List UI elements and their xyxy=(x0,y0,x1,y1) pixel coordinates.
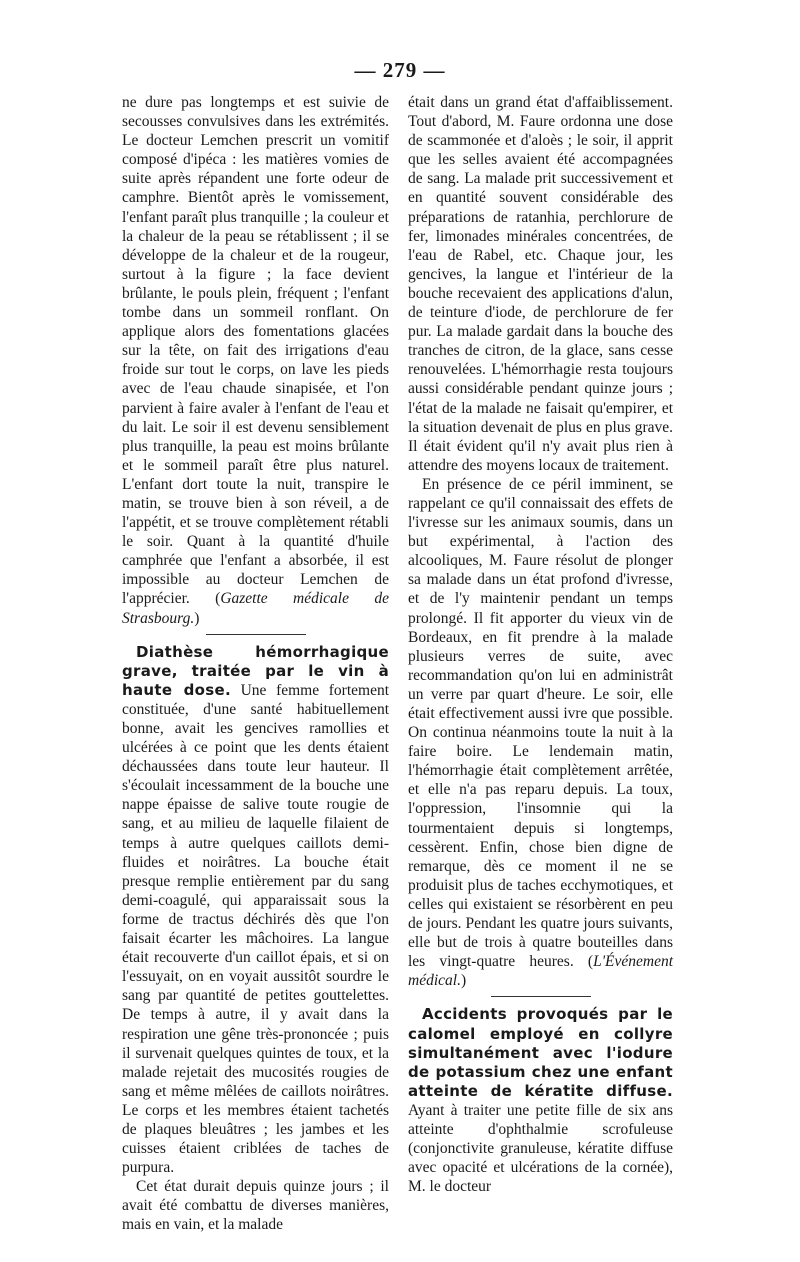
article-calomel-p1: Ayant à traiter une petite fille de six ans atteinte d'ophthalmie scrofuleuse (conjonctivite granuleuse, kératite diffuse avec opacité et ulcérations de la cornée), M. le docteur xyxy=(408,1101,673,1196)
article-title-hemorrhagic: Diathèse hémorrhagique grave, traitée par le vin à haute dose. xyxy=(122,642,389,699)
continuation-text: ne dure pas longtemps et est suivie de secousses convulsives dans les extrémités. Le docteur Lemchen prescrit un vomitif composé d'ipéca : les matières vomies de suite après répandent une forte odeur de camphre. Bientôt après le vomissement, l'enfant paraît plus tranquille ; la couleur et la chaleur de la peau se rétablissent ; il se développe de la chaleur et de la rougeur, surtout à la figure ; la face devient brûlante, le pouls plein, fréquent ; l'enfant tombe dans un sommeil ronflant. On applique alors des fomentations glacées sur la tête, on fait des irrigations d'eau froide sur tout le corps, on lave les pieds avec de l'eau chaude sinapisée, et l'on parvient à faire avaler à l'enfant de l'eau et du lait. Le soir il est devenu sensiblement plus tranquille, la peau est moins brûlante et le sommeil paraît être plus naturel. L'enfant dort toute la nuit, transpire le matin, se trouve bien à son réveil, a de l'appétit, et se trouve complètement rétabli le soir. Quant à la quantité d'huile camphrée que l'enfant a absorbée, il est impossible au docteur Lemchen de l'apprécier. ( xyxy=(122,94,389,608)
article-hemorrhagic-p2: Cet état durait depuis quinze jours ; il avait été combattu de diverses manières, mais en vain, et la malade xyxy=(122,1178,389,1234)
article-hemorrhagic-p1: Une femme fortement constituée, d'une santé habituellement bonne, avait les gencives ramollies et ulcérées à ce point que les dents étaient déchaussées dans toute leur hauteur. Il s'écoulait incessamment de la bouche une nappe épaisse de salive toute rougie de sang, et au milieu de laquelle filaient de temps à autre quelques caillots demi-fluides et noirâtres. La bouche était presque remplie entièrement par du sang demi-coagulé, qui apparaissait sous la forme de tractus déchirés dès que l'on faisait écarter les mâchoires. La langue était recouverte d'un caillot épais, et si on l'essuyait, on en voyait aussitôt sourdre le sang par quantité de petites gouttelettes. De temps à autre, il y avait dans la respiration une gêne très-prononcée ; puis il survenait quelques quintes de toux, et la malade rejetait des mucosités rougies de sang et même mêlées de caillots noirâtres. Le corps et les membres étaient tachetés de plaques bleuâtres ; les jambes et les cuisses étaient criblées de taches de purpura. xyxy=(122,681,389,1177)
right-paragraph-2 xyxy=(408,475,673,991)
citation-evenement: L'Événement médical. xyxy=(408,953,673,990)
article-title-calomel: Accidents provoqués par le calomel employé en collyre simultanément avec l'iodure de potassium chez une enfant atteinte de kératite diffuse. xyxy=(408,1005,673,1100)
continuation-paragraph xyxy=(122,93,389,628)
right-paragraph-2-end: ) xyxy=(460,972,467,990)
article-hemorrhagic xyxy=(122,643,389,1178)
citation-gazette: Gazette médicale de Strasbourg. xyxy=(122,590,389,627)
right-paragraph-2-text: En présence de ce péril imminent, se rappelant ce qu'il connaissait des effets de l'ivresse sur les animaux soumis, dans un but expérimental, à l'action des alcooliques, M. Faure résolut de plonger sa malade dans un état profond d'ivresse, et de l'y maintenir pendant un temps prolongé. Il fit apporter du vieux vin de Bordeaux, en fit prendre à la malade plusieurs verres de suite, avec recommandation qu'on lui en administrât un verre par quart d'heure. Le soir, elle était effectivement aussi ivre que possible. On continua néanmoins toute la nuit à la faire boire. Le lendemain matin, l'hémorrhagie était complètement arrêtée, et elle n'a pas reparu depuis. La toux, l'oppression, l'insomnie qui la tourmentaient depuis si longtemps, cessèrent. Enfin, chose bien digne de remarque, dès ce moment il ne se produisit plus de taches ecchymotiques, et celles qui existaient se résorbèrent en peu de jours. Pendant les quatre jours suivants, elle but de trois à quatre bouteilles dans les vingt-quatre heures. ( xyxy=(408,475,673,971)
left-column xyxy=(122,93,389,1235)
continuation-end: ) xyxy=(194,609,200,627)
right-paragraph-1: était dans un grand état d'affaiblissement. Tout d'abord, M. Faure ordonna une dose de scammonée et d'aloès ; le soir, il apprit que les selles avaient été accompagnées de sang. La malade prit successivement et en quantité souvent considérable des préparations de ratanhia, perchlorure de fer, limonades minérales concentrées, de l'eau de Rabel, etc. Chaque jour, les gencives, la langue et l'intérieur de la bouche recevaient des applications d'alun, de teinture d'iode, de perchlorure de fer pur. La malade gardait dans la bouche des tranches de citron, de la glace, sans cesse renouvelées. L'hémorrhagie resta toujours aussi considérable pendant quinze jours ; l'état de la malade ne faisait qu'empirer, et la situation devenait de plus en plus grave. Il était évident qu'il n'y avait plus rien à attendre des moyens locaux de traitement. xyxy=(408,94,673,474)
section-divider xyxy=(491,996,591,997)
article-calomel xyxy=(408,1005,673,1196)
page-number: — 279 — xyxy=(354,58,446,82)
section-divider xyxy=(206,634,306,635)
right-column xyxy=(408,93,673,1196)
